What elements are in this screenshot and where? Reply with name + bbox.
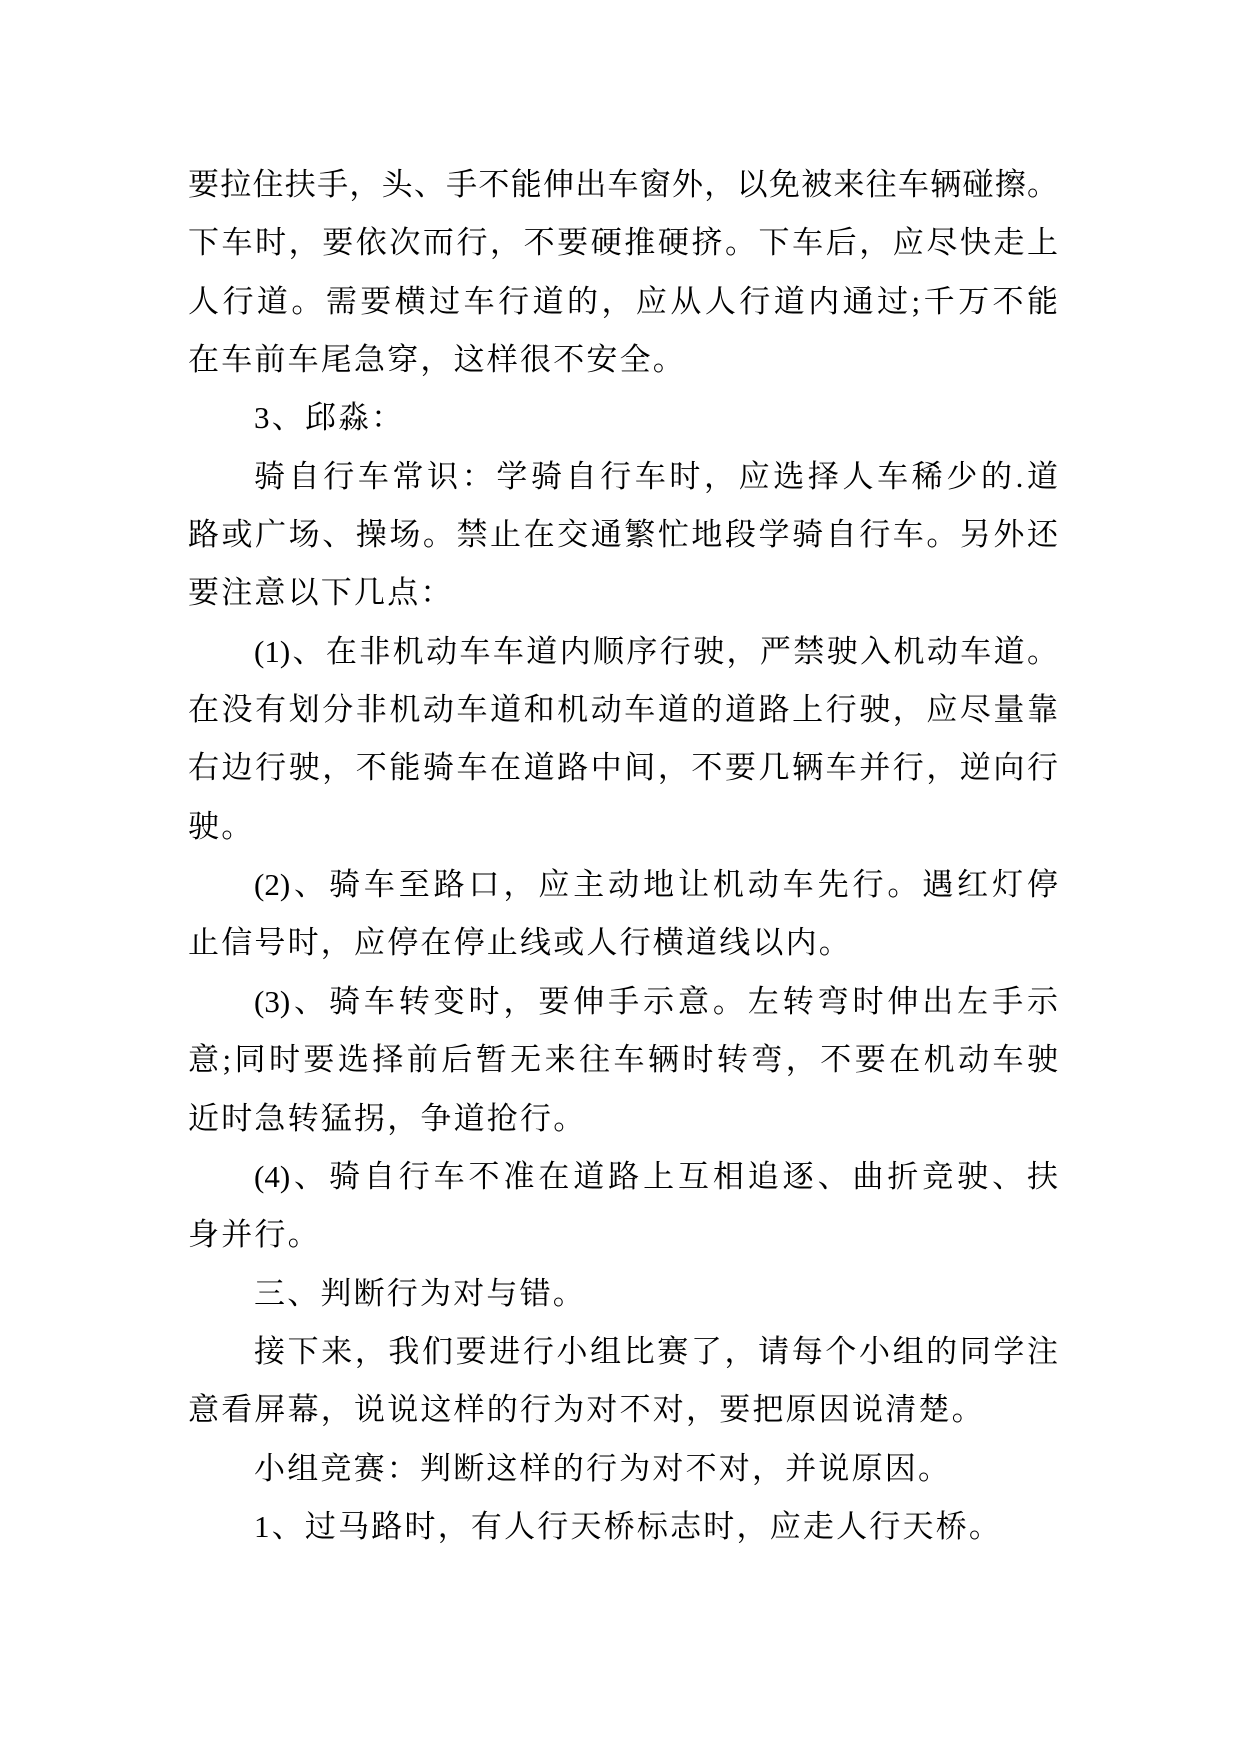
text-line: 要拉住扶手，头、手不能伸出车窗外，以免被来往车辆碰擦。 bbox=[188, 167, 1058, 202]
text-line: 小组竞赛：判断这样的行为对不对，并说原因。 bbox=[254, 1450, 952, 1486]
text-line: (4)、骑自行车不准在道路上互相追逐、曲折竞驶、扶 bbox=[254, 1158, 1058, 1194]
text-line: 右边行驶，不能骑车在道路中间，不要几辆车并行，逆向行 bbox=[188, 750, 1058, 786]
text-line: 身并行。 bbox=[188, 1217, 321, 1253]
text-line: 骑自行车常识：学骑自行车时，应选择人车稀少的.道 bbox=[254, 458, 1058, 494]
text-line: 驶。 bbox=[188, 808, 255, 844]
text-line: 3、邱淼： bbox=[254, 400, 405, 436]
text-line: (1)、在非机动车车道内顺序行驶，严禁驶入机动车道。 bbox=[254, 633, 1058, 669]
text-line: 近时急转猛拐，争道抢行。 bbox=[188, 1100, 587, 1136]
text-line: 路或广场、操场。禁止在交通繁忙地段学骑自行车。另外还 bbox=[188, 517, 1058, 553]
text-line: 意看屏幕，说说这样的行为对不对，要把原因说清楚。 bbox=[188, 1392, 985, 1428]
document-body bbox=[188, 156, 1058, 1556]
text-line: 人行道。需要横过车行道的，应从人行道内通过;千万不能 bbox=[188, 283, 1058, 319]
text-line: 接下来，我们要进行小组比赛了，请每个小组的同学注 bbox=[254, 1333, 1058, 1369]
text-line: 下车时，要依次而行，不要硬推硬挤。下车后，应尽快走上 bbox=[188, 225, 1058, 261]
text-line: 在没有划分非机动车道和机动车道的道路上行驶，应尽量靠 bbox=[188, 692, 1058, 728]
text-line: 意;同时要选择前后暂无来往车辆时转弯，不要在机动车驶 bbox=[188, 1042, 1058, 1078]
text-line: 止信号时，应停在停止线或人行横道线以内。 bbox=[188, 925, 852, 961]
text-line: 在车前车尾急穿，这样很不安全。 bbox=[188, 342, 686, 378]
text-line: 要注意以下几点： bbox=[188, 575, 454, 611]
text-line: (2)、骑车至路口，应主动地让机动车先行。遇红灯停 bbox=[254, 867, 1058, 903]
text-line: (3)、骑车转变时，要伸手示意。左转弯时伸出左手示 bbox=[254, 983, 1058, 1019]
text-line: 三、判断行为对与错。 bbox=[254, 1275, 586, 1311]
text-line: 1、过马路时，有人行天桥标志时，应走人行天桥。 bbox=[254, 1508, 1003, 1544]
